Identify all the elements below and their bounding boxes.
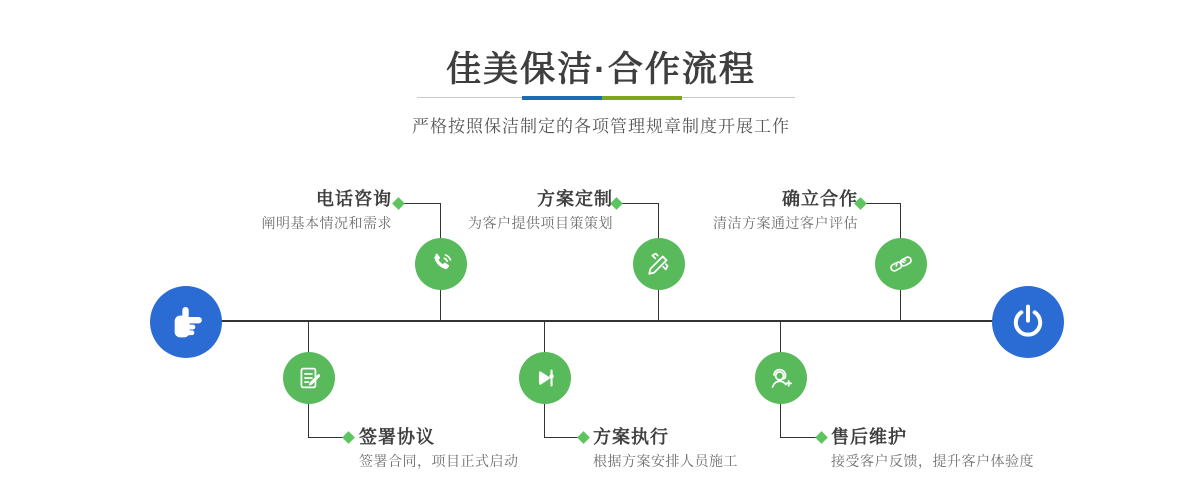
connector-line	[399, 203, 441, 204]
step-node	[415, 238, 467, 290]
step-title: 售后维护	[831, 427, 907, 447]
step-title: 方案执行	[593, 427, 669, 447]
title-underline-decoration	[417, 97, 795, 98]
step-node	[519, 352, 571, 404]
connector-line	[617, 203, 659, 204]
power-icon	[1008, 302, 1048, 342]
page-title: 佳美保洁·合作流程	[446, 50, 756, 89]
step-description: 为客户提供项目策策划	[468, 215, 613, 231]
step-title: 电话咨询	[316, 189, 392, 209]
connector-diamond	[577, 431, 590, 444]
step-label	[468, 188, 613, 233]
document-pen-icon	[295, 364, 323, 392]
step-node	[283, 352, 335, 404]
phone-icon	[427, 250, 455, 278]
underline-green-segment	[602, 96, 682, 100]
step-title: 签署协议	[359, 427, 435, 447]
step-description: 签署合同，项目正式启动	[359, 453, 519, 469]
step-node	[633, 238, 685, 290]
step-node	[875, 238, 927, 290]
step-label	[831, 426, 1034, 471]
connector-diamond	[392, 197, 405, 210]
underline-blue-segment	[522, 96, 602, 100]
handshake-icon	[887, 250, 915, 278]
step-node	[755, 352, 807, 404]
timeline-axis	[186, 320, 1028, 322]
step-description: 接受客户反馈，提升客户体验度	[831, 453, 1034, 469]
step-label	[359, 426, 519, 471]
step-title: 方案定制	[537, 189, 613, 209]
step-label	[262, 188, 393, 233]
headset-plus-icon	[767, 364, 795, 392]
pointing-hand-icon	[166, 302, 206, 342]
step-description: 阐明基本情况和需求	[261, 215, 392, 231]
crossed-pencils-icon	[645, 250, 673, 278]
play-icon	[531, 364, 559, 392]
connector-diamond	[342, 431, 355, 444]
timeline-start-node	[150, 286, 222, 358]
step-label	[713, 188, 858, 233]
step-description: 清洁方案通过客户评估	[713, 215, 858, 231]
step-description: 根据方案安排人员施工	[593, 453, 738, 469]
step-title: 确立合作	[782, 189, 858, 209]
connector-diamond	[815, 431, 828, 444]
step-label	[593, 426, 738, 471]
page-subtitle: 严格按照保洁制定的各项管理规章制度开展工作	[412, 117, 790, 136]
timeline-end-node	[992, 286, 1064, 358]
